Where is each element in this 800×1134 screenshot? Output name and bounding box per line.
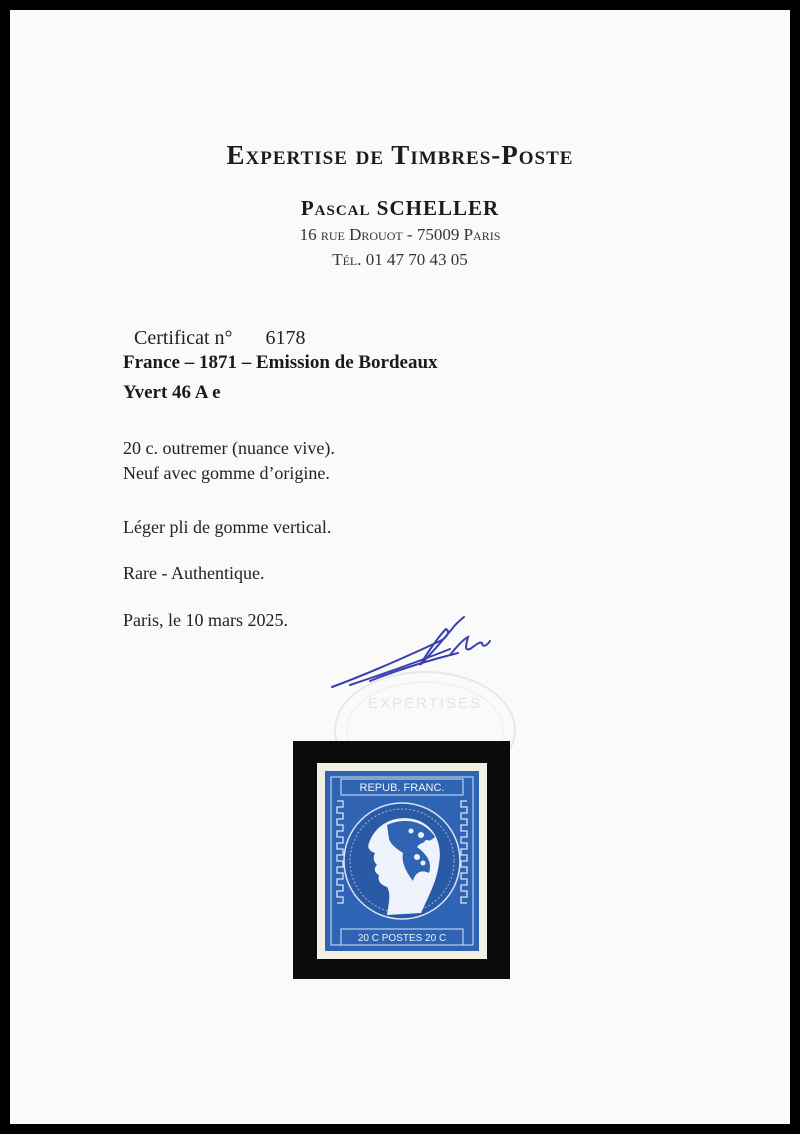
date-line: Paris, le 10 mars 2025. [123, 610, 288, 630]
page-title: Expertise de Timbres-Poste [226, 140, 574, 170]
expert-name [10, 196, 790, 221]
certificate-sheet [10, 10, 790, 1124]
catalog-line: Yvert 46 A e [123, 382, 221, 403]
stamp-bottom-text: 20 C POSTES 20 C [357, 933, 447, 944]
stamp-mount [293, 741, 510, 979]
expert-last-name: SCHELLER [376, 196, 500, 220]
issue-line: France – 1871 – Emission de Bordeaux [123, 352, 438, 373]
svg-text:EXPERTISES: EXPERTISES [368, 695, 482, 712]
description-line: Rare - Authentique. [123, 563, 265, 583]
expert-phone: Tél. 01 47 70 43 05 [332, 250, 468, 269]
description-line: Neuf avec gomme d’origine. [123, 463, 330, 483]
expert-address: 16 rue Drouot - 75009 Paris [299, 225, 501, 244]
certificate-number-line [134, 327, 306, 350]
certificate-label: Certificat n° [134, 327, 233, 349]
expert-first-name: Pascal [300, 196, 371, 220]
stamp-image [317, 763, 487, 959]
description-line: 20 c. outremer (nuance vive). [123, 438, 335, 458]
stamp-top-text: REPUB. FRANC. [359, 782, 445, 794]
description-line: Léger pli de gomme vertical. [123, 517, 332, 537]
certificate-number: 6178 [265, 327, 306, 349]
